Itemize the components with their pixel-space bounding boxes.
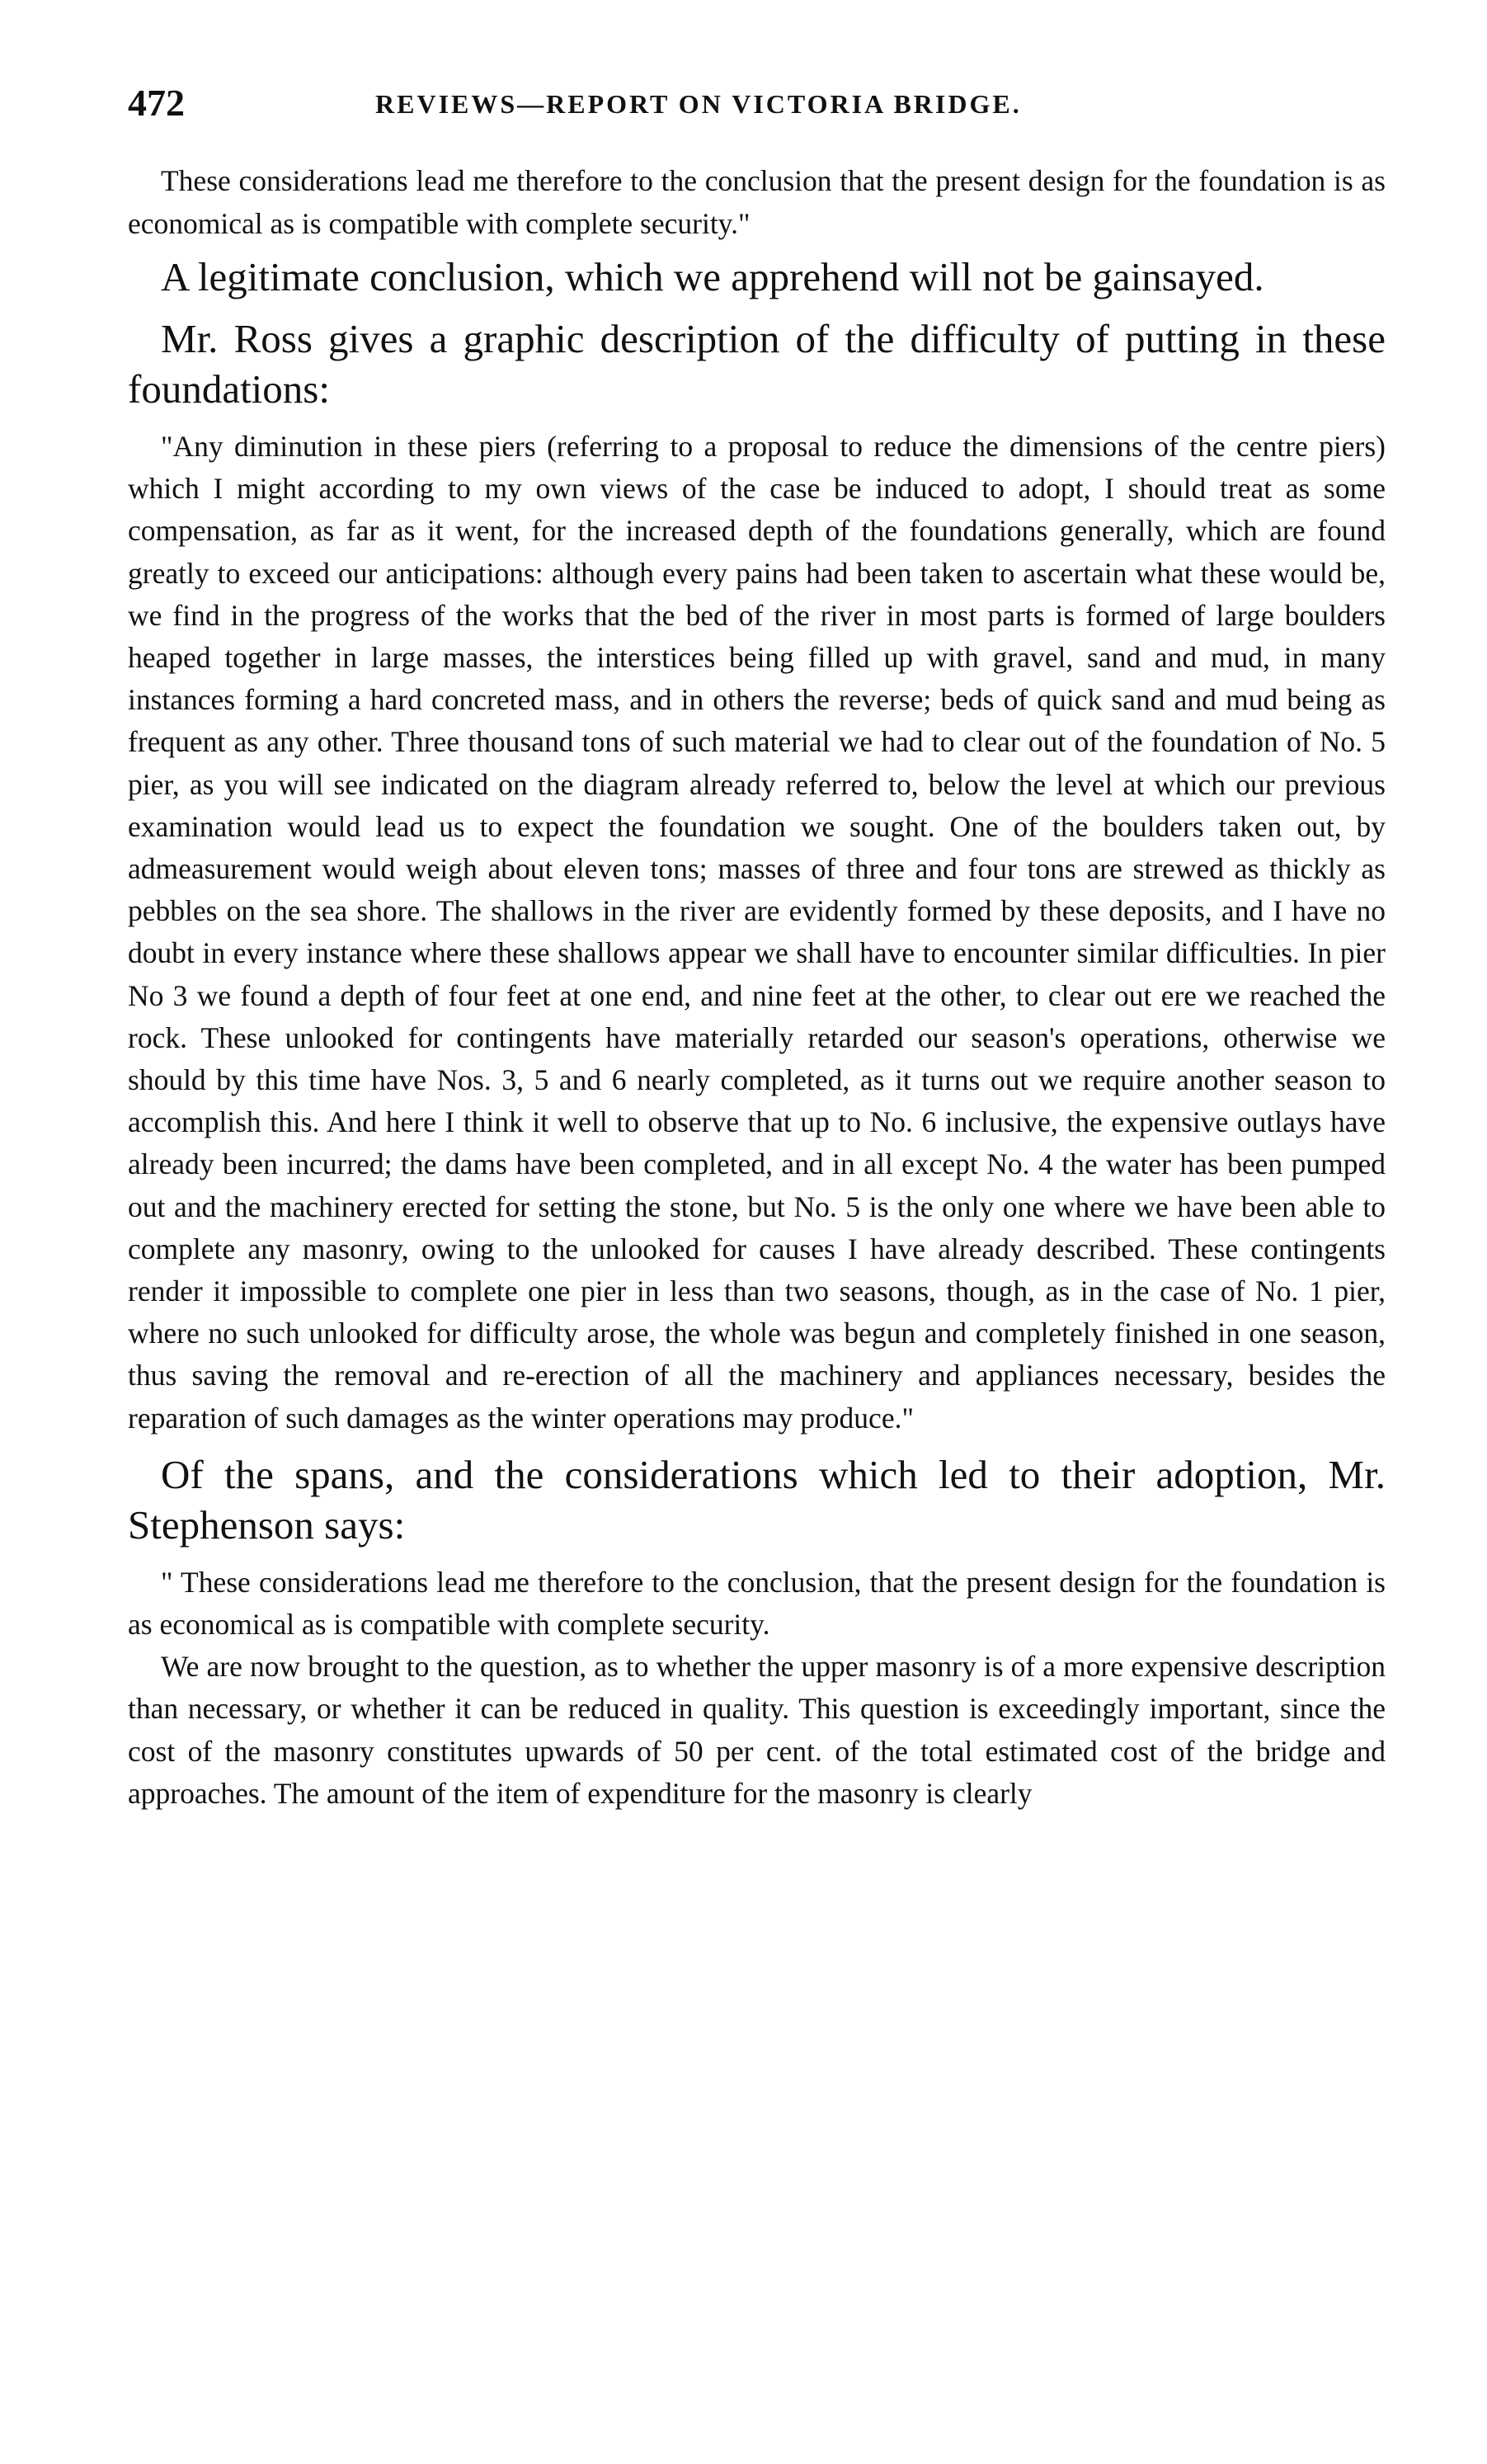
running-head: REVIEWS—REPORT ON VICTORIA BRIDGE. — [375, 89, 1022, 119]
quote-paragraph-4: We are now brought to the question, as to whether the upper masonry is of a more expensive description than necessary, or whether it can be reduced in quality. This question is exceedingly important, since the cost of the masonry constitutes upwards of 50 per cent. of the total estimated cost of the bridge and approaches. The amount of the item of expenditure for the masonry is clearly — [128, 1650, 1386, 1810]
quote-paragraph-3: " These considerations lead me therefore to the conclusion, that the present design for the foundation is as economical as is compatible with complete security. — [128, 1565, 1386, 1642]
quote-paragraph-2: "Any diminution in these piers (referring to a proposal to reduce the dimensions of the centre piers) which I might according to my own views of the case be induced to adopt, I should treat as some compensation, as far as it went, for the increased depth of the foundations generally, which are found greatly to exceed our anticipations: although every pains had been taken to ascertain what these would be, we find in the progress of the works that the bed of the river in most parts is formed of large boulders heaped together in large masses, the interstices being filled up with gravel, sand and mud, in many instances forming a hard concreted mass, and in others the reverse; beds of quick sand and mud being as frequent as any other. Three thousand tons of such material we had to clear out of the foundation of No. 5 pier, as you will see indicated on the diagram already referred to, below the level at which our previous examination would lead us to expect the foundation we sought. One of the boulders taken out, by admeasurement would weigh about eleven tons; masses of three and four tons are strewed as thickly as pebbles on the sea shore. The shallows in the river are evidently formed by these deposits, and I have no doubt in every instance where these shallows appear we shall have to encounter similar difficulties. In pier No 3 we found a depth of four feet at one end, and nine feet at the other, to clear out ere we reached the rock. These unlooked for contingents have materially retarded our season's operations, otherwise we should by this time have Nos. 3, 5 and 6 nearly completed, as it turns out we require another season to accomplish this. And here I think it well to observe that up to No. 6 inclusive, the expensive outlays have already been incurred; the dams have been completed, and in all except No. 4 the water has been pumped out and the machinery erected for setting the stone, but No. 5 is the only one where we have been able to complete any masonry, owing to the unlooked for causes I have already described. These contingents render it impossible to complete one pier in less than two seasons, though, as in the case of No. 1 pier, where no such unlooked for difficulty arose, the whole was begun and completely finished in one season, thus saving the removal and re-erection of all the machinery and appliances necessary, besides the reparation of such damages as the winter operations may produce." — [128, 430, 1386, 1435]
page — [128, 78, 1386, 1815]
quote-paragraph-1: These considerations lead me therefore to the conclusion that the present design for the foundation is as economical as is compatible with complete security." — [128, 164, 1386, 240]
body-paragraph-3: Of the spans, and the considerations which led to their adoption, Mr. Stephenson says: — [128, 1451, 1386, 1548]
page-header — [128, 78, 1386, 128]
page-number: 472 — [128, 82, 185, 124]
body-paragraph-1: A legitimate conclusion, which we apprehend will not be gainsayed. — [161, 254, 1264, 299]
body-paragraph-2: Mr. Ross gives a graphic description of the difficulty of putting in these foundations: — [128, 316, 1386, 412]
